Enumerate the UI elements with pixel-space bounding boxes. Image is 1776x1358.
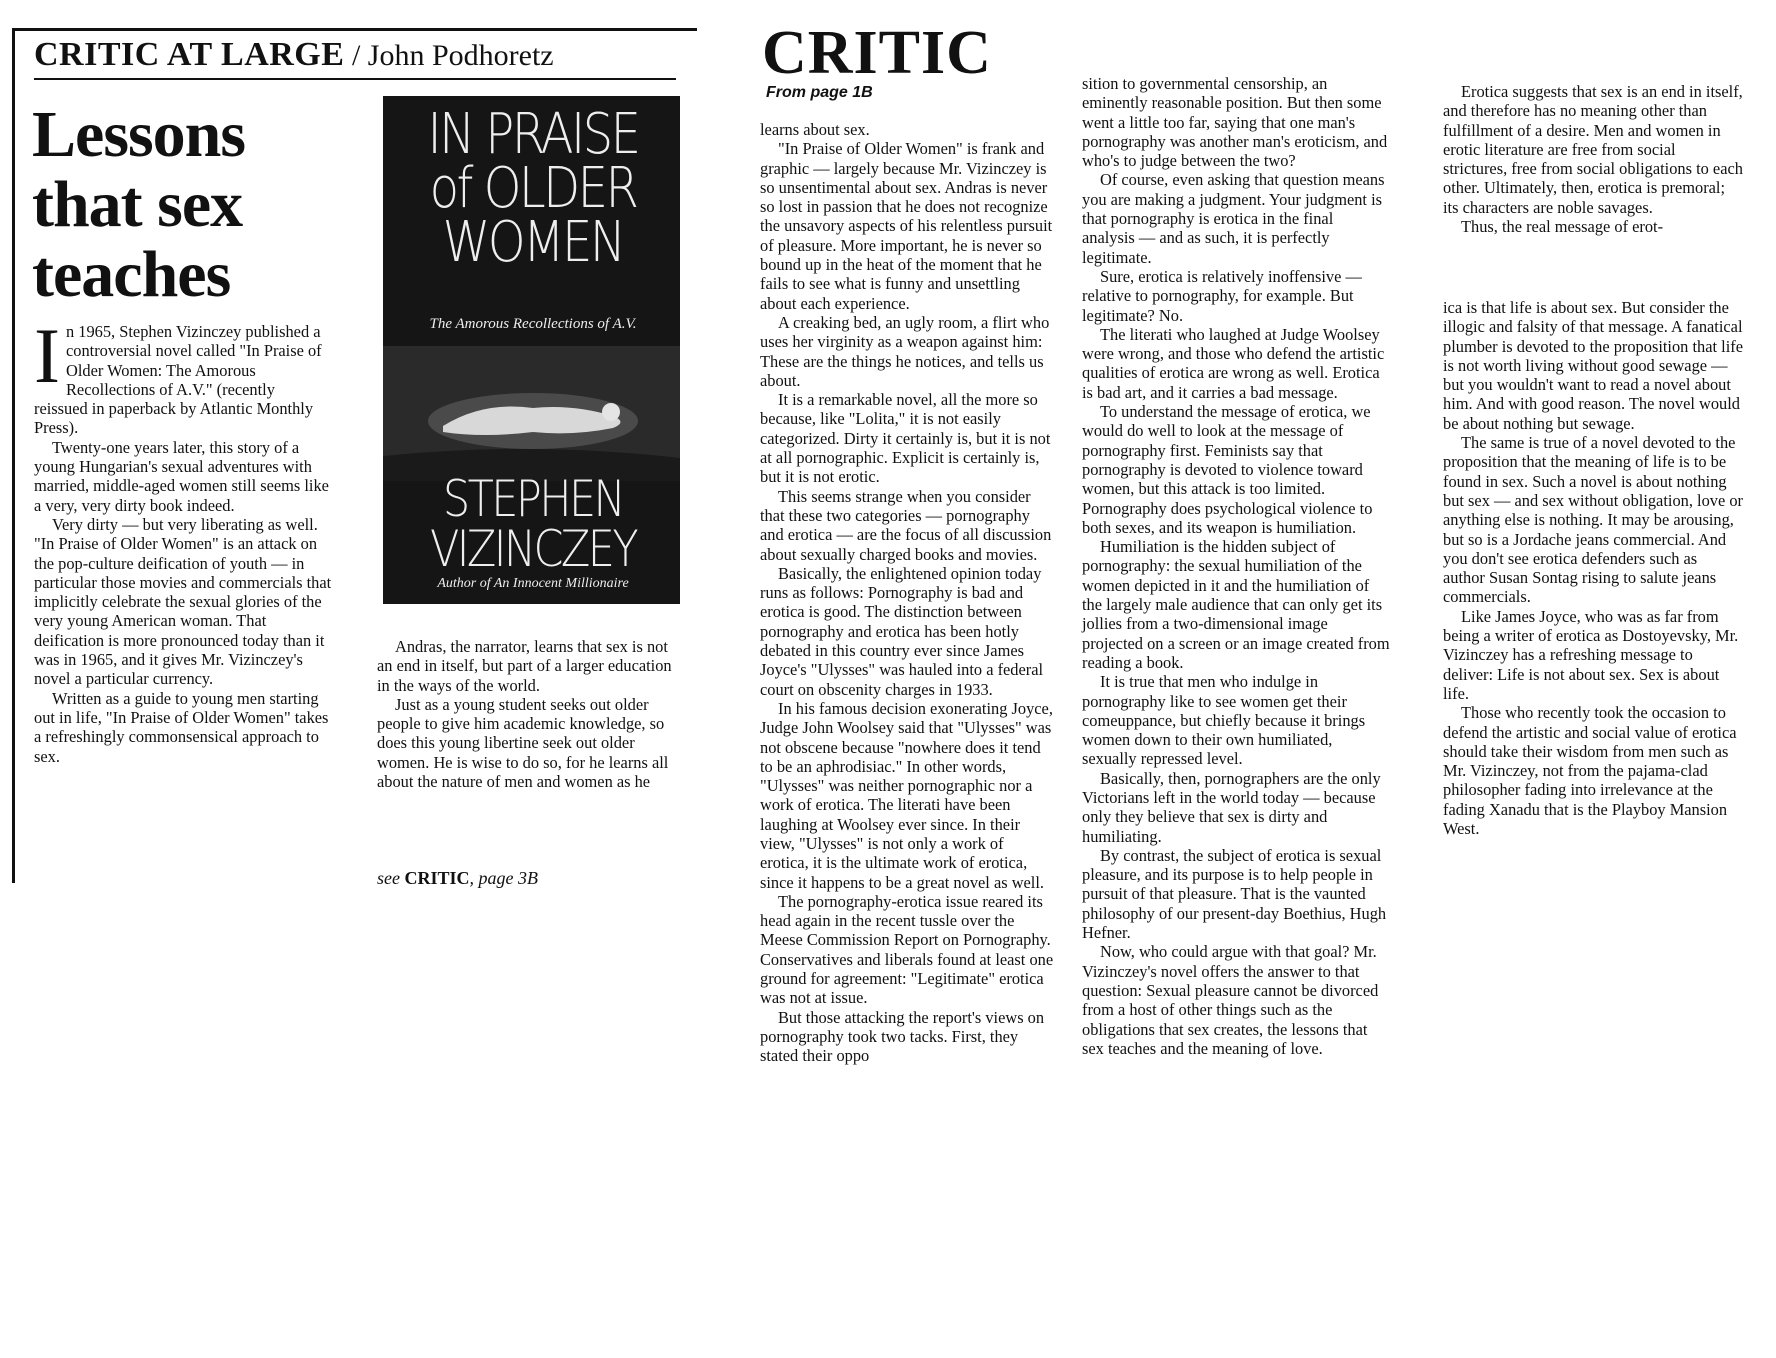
paragraph: Andras, the narrator, learns that sex is not an end in itself, but part of a larger education in the ways of the world. bbox=[377, 637, 672, 695]
paragraph: The literati who laughed at Judge Woolsey were wrong, and those who defend the artistic qualities of erotica are wrong as well. Erotica is bad art, and it carries a bad message. bbox=[1082, 324, 1385, 402]
paragraph: Now, who could argue with that goal? Mr. Vizinczey's novel offers the answer to that question: Sexual pleasure cannot be divorced from a host of other things such as the obligations that sex creates, the lessons that sex teaches and the meaning of love. bbox=[1082, 942, 1379, 1058]
reclining-figure-illustration bbox=[383, 346, 680, 481]
paragraph: Humiliation is the hidden subject of pornography: the sexual humiliation of the women depicted in it and the humiliation of the largely male audience that can only get its jollies from a two-dimensional image projected on a screen or an image created from reading a book. bbox=[1082, 537, 1390, 672]
paragraph: learns about sex. bbox=[760, 120, 870, 139]
column-kicker: CRITIC AT LARGE bbox=[34, 36, 345, 73]
right-article-column-3-top bbox=[1443, 82, 1743, 236]
headline bbox=[32, 100, 362, 310]
right-article-column-2 bbox=[1082, 74, 1390, 1058]
right-article-column-3-bottom bbox=[1443, 298, 1743, 838]
left-article-column-1 bbox=[34, 312, 332, 766]
paragraph: Erotica suggests that sex is an end in itself, and therefore has no meaning other than fulfillment of a desire. Men and women in erotic literature are free from social strictures, free from social obligations to each other. Ultimately, then, erotica is premoral; its characters are noble savages. bbox=[1443, 82, 1743, 217]
paragraph: Written as a guide to young men starting out in life, "In Praise of Older Women" takes a refreshingly commonsensical approach to sex. bbox=[34, 688, 329, 766]
drop-cap: I bbox=[34, 312, 60, 399]
paragraph: Like James Joyce, who was as far from being a writer of erotica as Dostoyevsky, Mr. Vizinczey has a refreshing message to deliver: Life is not about sex. Sex is about life. bbox=[1443, 606, 1739, 703]
column-header bbox=[34, 36, 676, 80]
paragraph: ica is that life is about sex. But consider the illogic and falsity of that message. A fanatical plumber is devoted to the proposition that life is not worth living without good sewage — but you wouldn't want to read a novel about him. And with good reason. The novel would be about nothing but sewage. bbox=[1443, 298, 1743, 433]
jump-keyword: CRITIC bbox=[404, 868, 470, 888]
book-subtitle: The Amorous Recollections of A.V. bbox=[429, 316, 637, 332]
paragraph: By contrast, the subject of erotica is sexual pleasure, and its purpose is to help people in pursuit of that pleasure. That is the vaunted philosophy of our present-day Boethius, Hugh Hefner. bbox=[1082, 845, 1387, 943]
paragraph: Very dirty — but very liberating as well. "In Praise of Older Women" is an attack on the pop-culture deification of youth — in particular those movies and commercials that implicitly celebrate the sexual glories of the very young American woman. That deification is more pronounced today than it was in 1965, and it gives Mr. Vizinczey's novel a particular currency. bbox=[34, 514, 332, 689]
book-author-note: Author of An Innocent Millionaire bbox=[437, 576, 629, 591]
lead-paragraph: In 1965, Stephen Vizinczey published a controversial novel called "In Praise of Older Women: The Amorous Recollections of A.V." (recently reissued in paperback by Atlantic Monthly Press). bbox=[34, 312, 322, 438]
paragraph: Basically, then, pornographers are the only Victorians left in the world today — because only they believe that sex is dirty and humiliating. bbox=[1082, 768, 1381, 846]
paragraph: It is true that men who indulge in pornography like to see women get their comeuppance, but chiefly because it brings women down to their own humiliated, sexually repressed level. bbox=[1082, 672, 1366, 769]
headline-line: teaches bbox=[32, 238, 231, 311]
paragraph: The same is true of a novel devoted to the proposition that the meaning of life is to be found in sex. Such a novel is about nothing but sex — and sex without obligation, love or anything else is nothing. It may be arousing, but so is a Jordache jeans commercial. And you don't see erotica defenders such as author Susan Sontag rising to salute jeans commercials. bbox=[1443, 433, 1744, 607]
from-page-label: From page 1B bbox=[766, 84, 873, 101]
paragraph: But those attacking the report's views on pornography took two tacks. First, they stated their oppo bbox=[760, 1007, 1045, 1066]
paragraph: The pornography-erotica issue reared its head again in the recent tussle over the Meese Commission Report on Pornography. Conservatives and liberals found at least one ground for agreement: "Legitimate" erotica was not at issue. bbox=[760, 891, 1054, 1008]
headline-line: Lessons bbox=[32, 98, 246, 171]
paragraph: Basically, the enlightened opinion today runs as follows: Pornography is bad and erotica is good. The distinction between pornography and erotica has been hotly debated in this country ever since James Joyce's "Ulysses" was hauled into a federal court on obscenity charges in 1933. bbox=[760, 563, 1044, 699]
paragraph: Of course, even asking that question means you are making a judgment. Your judgment is that pornography is erotica in the final analysis — and as such, it is perfectly legitimate. bbox=[1082, 170, 1385, 267]
paragraph: Thus, the real message of erot- bbox=[1461, 217, 1664, 237]
left-article-column-2 bbox=[377, 637, 677, 791]
paragraph: It is a remarkable novel, all the more so because, like "Lolita," it is not easily categorized. Dirty it certainly is, but it is not at all pornographic. Explicit is certainly is, but it is not erotic. bbox=[760, 390, 1051, 487]
book-title: IN PRAISE of OLDER WOMEN bbox=[427, 102, 639, 275]
paragraph: This seems strange when you consider that these two categories — pornography and erotica — are the focus of all discussion about sexually charged books and movies. bbox=[760, 486, 1052, 564]
paragraph: In his famous decision exonerating Joyce, Judge John Woolsey said that "Ulysses" was not obscene because "nowhere does it tend to be an aphrodisiac." In other words, "Ulysses" was neither pornographic nor a work of erotica. The literati have been laughing at Woolsey ever since. In their view, "Ulysses" is not only a work of erotica, it is the ultimate work of erotica, since it happens to be a great novel as well. bbox=[760, 698, 1053, 892]
header-separator: / bbox=[344, 39, 368, 72]
continuation-title: CRITIC bbox=[762, 19, 992, 87]
byline: John Podhoretz bbox=[367, 39, 554, 72]
paragraph: Twenty-one years later, this story of a young Hungarian's sexual adventures with married, middle-aged women still seems like a very, very dirty book indeed. bbox=[34, 437, 329, 515]
headline-line: that sex bbox=[32, 168, 243, 241]
book-author: STEPHEN VIZINCZEY bbox=[429, 470, 637, 578]
paragraph: Those who recently took the occasion to defend the artistic and social value of erotica should take their wisdom from men such as Mr. Vizinczey, not from the pajama-clad philosopher fading into irrelevance at the fading Xanadu that is the Playboy Mansion West. bbox=[1443, 703, 1737, 839]
right-article-column-1 bbox=[760, 120, 1056, 1066]
paragraph: sition to governmental censorship, an eminently reasonable position. But then some went a little too far, saying that one man's pornography was another man's eroticism, and who's to judge between the two? bbox=[1082, 74, 1388, 171]
paragraph: A creaking bed, an ugly room, a flirt who uses her virginity as a weapon against him: These are the things he notices, and tells us about. bbox=[760, 312, 1050, 390]
paragraph: To understand the message of erotica, we would do well to look at the message of pornography first. Feminists say that pornography is devoted to violence toward women, but this attack is too limited. Pornography does psychological violence to both sexes, and its weapon is humiliation. bbox=[1082, 402, 1373, 537]
paragraph: Just as a young student seeks out older people to give him academic knowledge, so does this young libertine seek out older women. He is wise to do so, for he learns all about the nature of men and women as he bbox=[377, 694, 669, 792]
paragraph: "In Praise of Older Women" is frank and graphic — largely because Mr. Vizinczey is so unsentimental about sex. Andras is never so lost in passion that he does not recognize the unsavory aspects of his relentless pursuit of pleasure. More important, he is never so bound up in the heat of the moment that he fails to see what is funny and unsettling about each experience. bbox=[760, 139, 1053, 313]
book-cover-image bbox=[383, 96, 680, 604]
paragraph: Sure, erotica is relatively inoffensive — relative to pornography, for example. But legitimate? No. bbox=[1082, 266, 1362, 325]
jump-line[interactable]: see CRITIC, page 3B bbox=[377, 868, 538, 888]
